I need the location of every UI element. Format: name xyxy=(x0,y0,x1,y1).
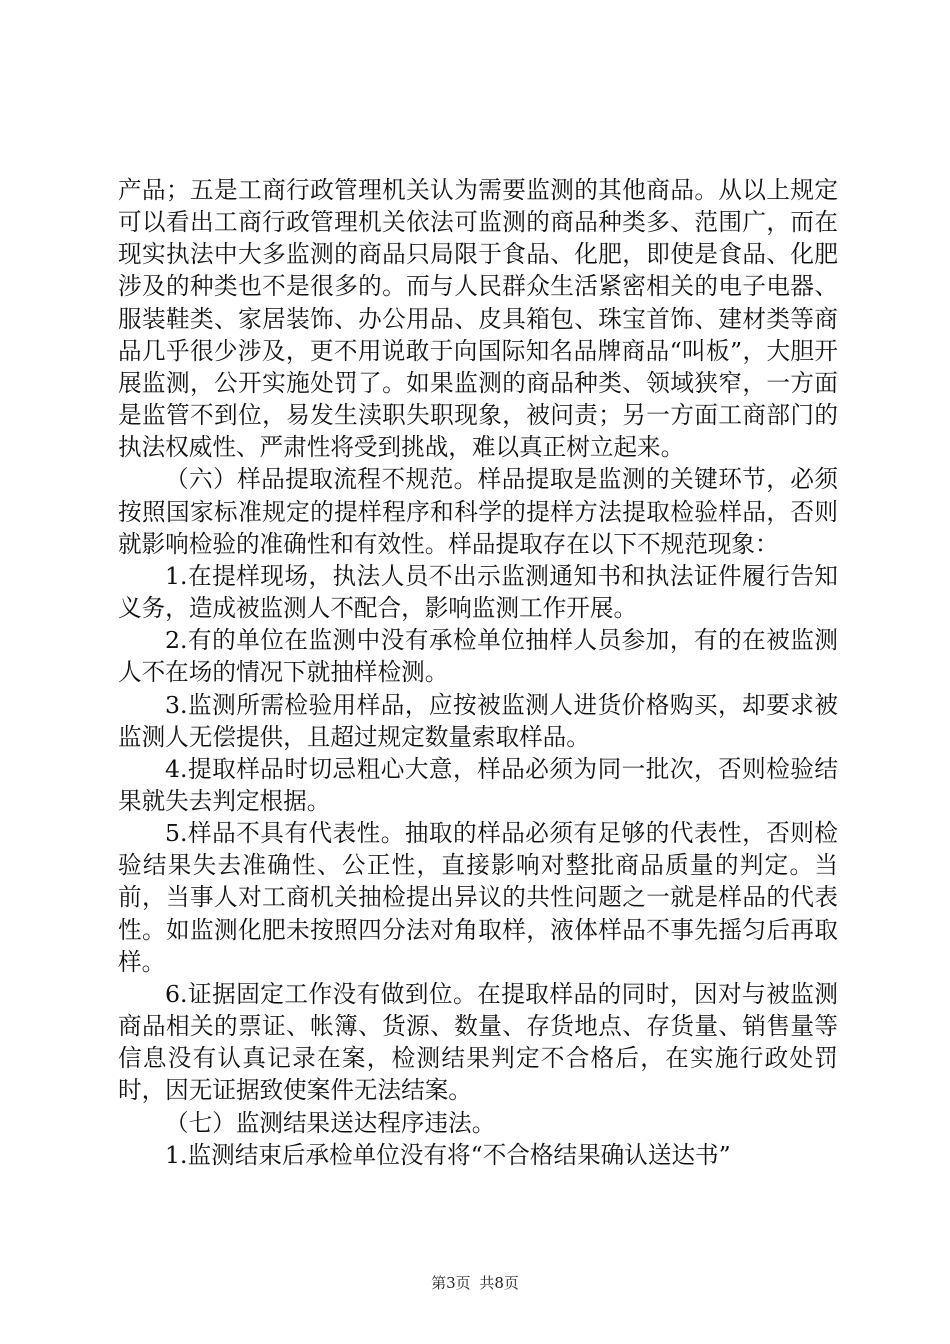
paragraph: 2.有的单位在监测中没有承检单位抽样人员参加，有的在被监测人不在场的情况下就抽样检测。 xyxy=(118,626,838,687)
paragraph: 1.在提样现场，执法人员不出示监测通知书和执法证件履行告知义务，造成被监测人不配合，影响监测工作开展。 xyxy=(118,561,838,623)
document-body xyxy=(118,174,838,1171)
paragraph: 4.提取样品时切忌粗心大意，样品必须为同一批次，否则检验结果就失去判定根据。 xyxy=(118,754,838,815)
paragraph: 3.监测所需检验用样品，应按被监测人进货价格购买，却要求被监测人无偿提供，且超过规定数量索取样品。 xyxy=(118,690,838,751)
paragraph: 1.监测结束后承检单位没有将“不合格结果确认送达书” xyxy=(165,1140,731,1169)
page-number: 第3页 xyxy=(431,1274,471,1292)
paragraph: 6.证据固定工作没有做到位。在提取样品的同时，因对与被监测商品相关的票证、帐簿、货源、数量、存货地点、存货量、销售量等信息没有认真记录在案，检测结果判定不合格后，在实施行政处罚时，因无证据致使案件无法结案。 xyxy=(118,979,838,1105)
page-footer xyxy=(0,1272,950,1293)
paragraph: （七）监测结果送达程序违法。 xyxy=(165,1108,496,1137)
paragraph: 产品；五是工商行政管理机关认为需要监测的其他商品。从以上规定可以看出工商行政管理机关依法可监测的商品种类多、范围广，而在现实执法中大多监测的商品只局限于食品、化肥，即使是食品、化肥涉及的种类也不是很多的。而与人民群众生活紧密相关的电子电器、服装鞋类、家居装饰、办公用品、皮具箱包、珠宝首饰、建材类等商品几乎很少涉及，更不用说敢于向国际知名品牌商品“叫板”，大胆开展监测，公开实施处罚了。如果监测的商品种类、领域狭窄，一方面是监管不到位，易发生渎职失职现象，被问责；另一方面工商部门的执法权威性、严肃性将受到挑战，难以真正树立起来。 xyxy=(118,176,838,462)
paragraph: 5.样品不具有代表性。抽取的样品必须有足够的代表性，否则检验结果失去准确性、公正性，直接影响对整批商品质量的判定。当前，当事人对工商机关抽检提出异议的共性问题之一就是样品的代表性。如监测化肥未按照四分法对角取样，液体样品不事先摇匀后再取样。 xyxy=(118,819,838,976)
paragraph: （六）样品提取流程不规范。样品提取是监测的关键环节，必须按照国家标准规定的提样程序和科学的提样方法提取检验样品，否则就影响检验的准确性和有效性。样品提取存在以下不规范现象： xyxy=(118,465,838,558)
page-total: 共8页 xyxy=(479,1274,519,1292)
